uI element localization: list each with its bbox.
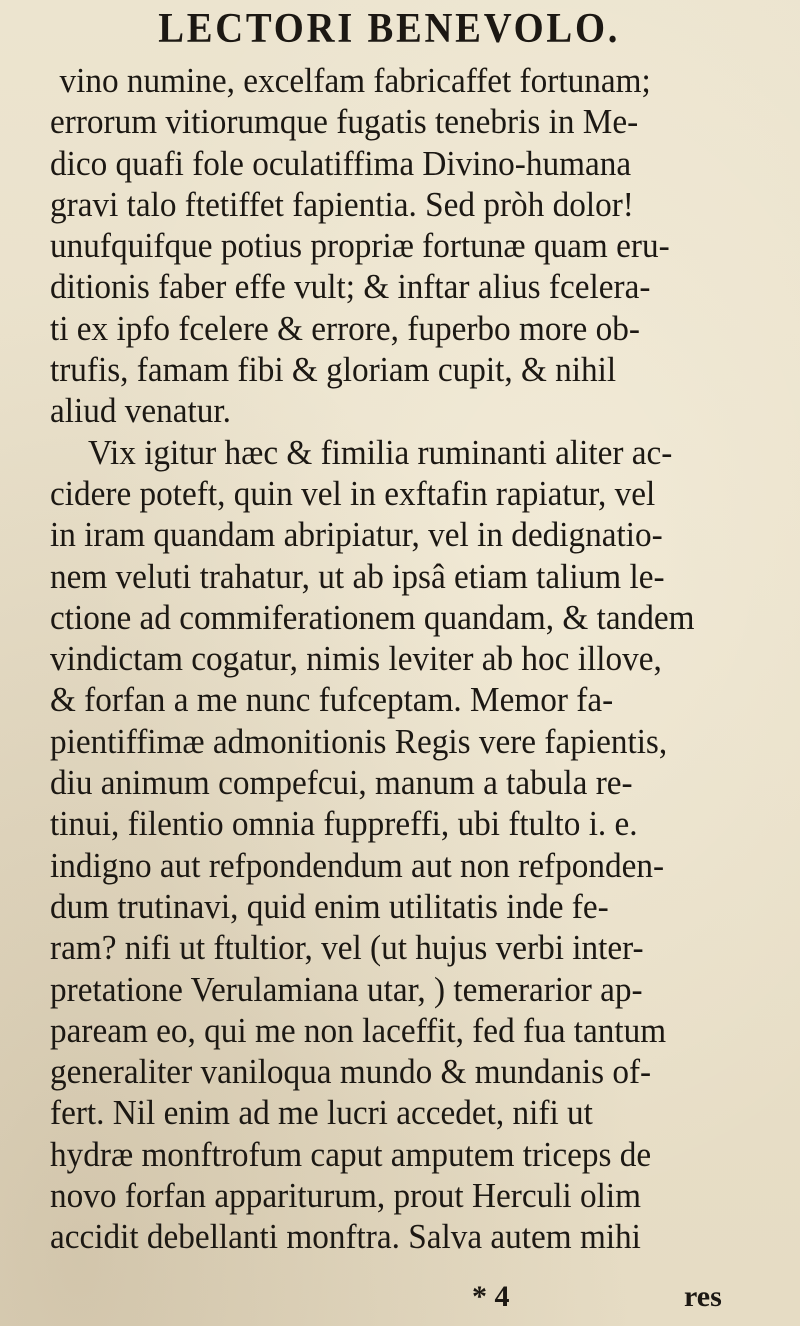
text-line: & forfan a me nunc fufceptam. Memor fa- xyxy=(50,680,614,720)
text-line: novo forfan appariturum, prout Herculi olim xyxy=(50,1176,641,1216)
text-line: tinui, filentio omnia fuppreffi, ubi ftulto i. e. xyxy=(50,804,638,844)
text-line: gravi talo ftetiffet fapientia. Sed pròh dolor! xyxy=(50,184,634,224)
body-text xyxy=(50,60,790,1258)
text-line: unufquifque potius propriæ fortunæ quam eru- xyxy=(50,226,670,266)
text-line: nem veluti trahatur, ut ab ipsâ etiam talium le- xyxy=(50,556,665,596)
text-line: vino numine, excelfam fabricaffet fortunam; xyxy=(59,61,651,100)
text-line: dum trutinavi, quid enim utilitatis inde fe- xyxy=(50,886,609,926)
paragraph-start-line: Vix igitur hæc & fimilia ruminanti aliter ac- xyxy=(88,432,673,472)
text-line: ram? nifi ut ftultior, vel (ut hujus verbi inter- xyxy=(50,928,644,968)
text-line: indigno aut refpondendum aut non refponden- xyxy=(50,845,665,885)
text-line: hydræ monftrofum caput amputem triceps de xyxy=(50,1134,652,1174)
page-footer xyxy=(50,1280,730,1324)
text-line: ti ex ipfo fcelere & errore, fuperbo more ob- xyxy=(50,308,640,348)
text-line: vindictam cogatur, nimis leviter ab hoc illove, xyxy=(50,639,662,679)
text-line: accidit debellanti monftra. Salva autem mihi xyxy=(50,1217,641,1257)
text-line: diu animum compefcui, manum a tabula re- xyxy=(50,763,633,803)
catchword: res xyxy=(684,1280,722,1313)
signature-mark: * 4 xyxy=(472,1280,510,1313)
text-line: ctione ad commiferationem quandam, & tandem xyxy=(50,597,695,637)
text-line: generaliter vaniloqua mundo & mundanis of- xyxy=(50,1052,652,1092)
text-line: aliud venatur. xyxy=(50,391,231,431)
text-line: trufis, famam fibi & gloriam cupit, & nihil xyxy=(50,350,617,390)
text-line: ditionis faber effe vult; & inftar alius fcelera- xyxy=(50,267,651,307)
text-line: errorum vitiorumque fugatis tenebris in Me- xyxy=(50,102,639,142)
text-line: fert. Nil enim ad me lucri accedet, nifi ut xyxy=(50,1093,593,1133)
text-line: dico quafi fole oculatiffima Divino-humana xyxy=(50,143,632,183)
text-line: pientiffimæ admonitionis Regis vere fapientis, xyxy=(50,721,668,761)
running-title: LECTORI BENEVOLO. xyxy=(158,6,621,52)
text-line: paream eo, qui me non laceffit, fed fua tantum xyxy=(50,1010,667,1050)
text-line: in iram quandam abripiatur, vel in dedignatio- xyxy=(50,515,663,555)
text-line: pretatione Verulamiana utar, ) temerarior ap- xyxy=(50,969,643,1009)
text-line: cidere poteft, quin vel in exftafin rapiatur, vel xyxy=(50,473,656,513)
